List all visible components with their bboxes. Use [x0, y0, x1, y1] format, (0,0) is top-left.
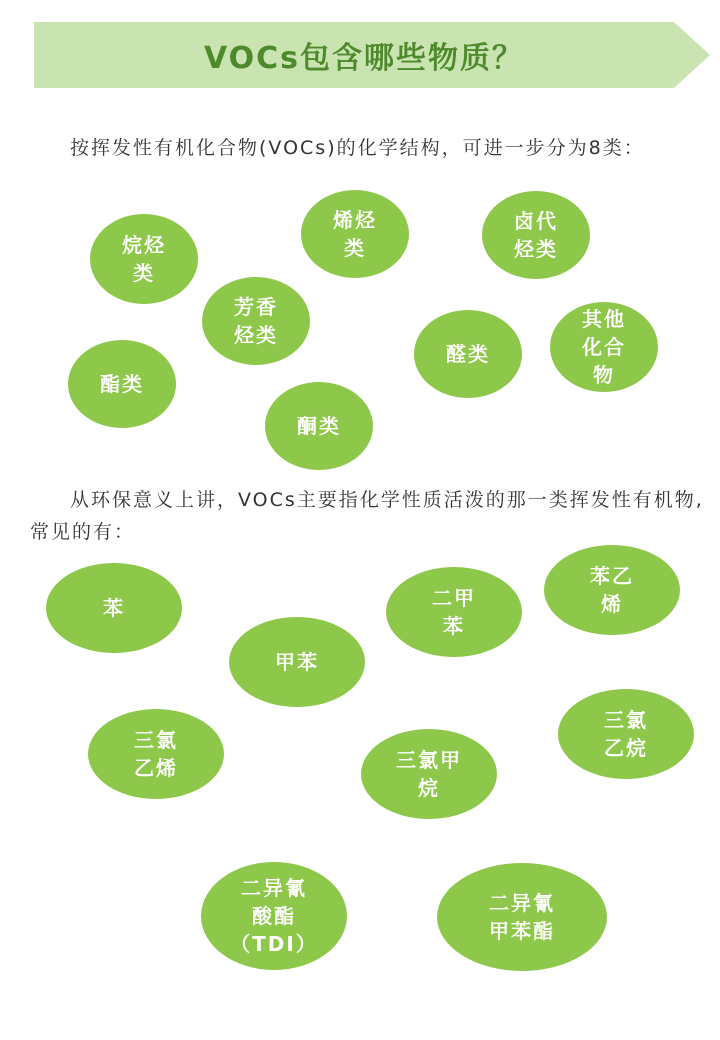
blob-label: 苯 — [103, 596, 125, 620]
intro-text: 按挥发性有机化合物(VOCs)的化学结构，可进一步分为8类： — [70, 137, 645, 159]
substance-toluene-diisocyanate — [437, 863, 607, 971]
blob-label: 卤代 烃类 — [514, 209, 558, 261]
blob-label: 其他 化合 物 — [582, 307, 626, 387]
environmental-paragraph — [30, 484, 705, 548]
category-esters — [68, 340, 176, 428]
blob-label: 二异氰 酸酯 （TDI） — [230, 876, 318, 956]
blob-label: 甲苯 — [275, 650, 319, 674]
substance-trichloromethane — [361, 729, 497, 819]
substance-benzene — [46, 563, 182, 653]
blob-label: 三氯甲 烷 — [396, 748, 462, 800]
substance-styrene — [544, 545, 680, 635]
category-aldehydes — [414, 310, 522, 398]
substance-trichloroethylene — [88, 709, 224, 799]
blob-label: 三氯 乙烷 — [604, 708, 648, 760]
blob-label: 二甲 苯 — [432, 586, 476, 638]
category-alkanes — [90, 214, 198, 304]
substance-xylene — [386, 567, 522, 657]
substance-trichloroethane — [558, 689, 694, 779]
blob-label: 酯类 — [100, 372, 144, 396]
environmental-text: 从环保意义上讲，VOCs主要指化学性质活泼的那一类挥发性有机物,常见的有： — [30, 489, 704, 543]
blob-label: 三氯 乙烯 — [134, 728, 178, 780]
category-other-compounds — [550, 302, 658, 392]
title-banner — [34, 22, 710, 88]
category-aromatic-hydrocarbons — [202, 277, 310, 365]
category-ketones — [265, 382, 373, 470]
blob-label: 烯烃 类 — [333, 208, 377, 260]
page-title: VOCs包含哪些物质？ — [203, 41, 525, 76]
substance-tdi — [201, 862, 347, 970]
category-alkenes — [301, 190, 409, 278]
blob-label: 芳香 烃类 — [234, 295, 278, 347]
blob-label: 苯乙 烯 — [590, 564, 634, 616]
blob-label: 二异氰 甲苯酯 — [489, 891, 555, 943]
category-halogenated-hydrocarbons — [482, 191, 590, 279]
blob-label: 烷烃 类 — [122, 233, 166, 285]
intro-paragraph — [30, 132, 705, 164]
blob-label: 醛类 — [446, 342, 490, 366]
substance-toluene — [229, 617, 365, 707]
blob-label: 酮类 — [297, 414, 341, 438]
